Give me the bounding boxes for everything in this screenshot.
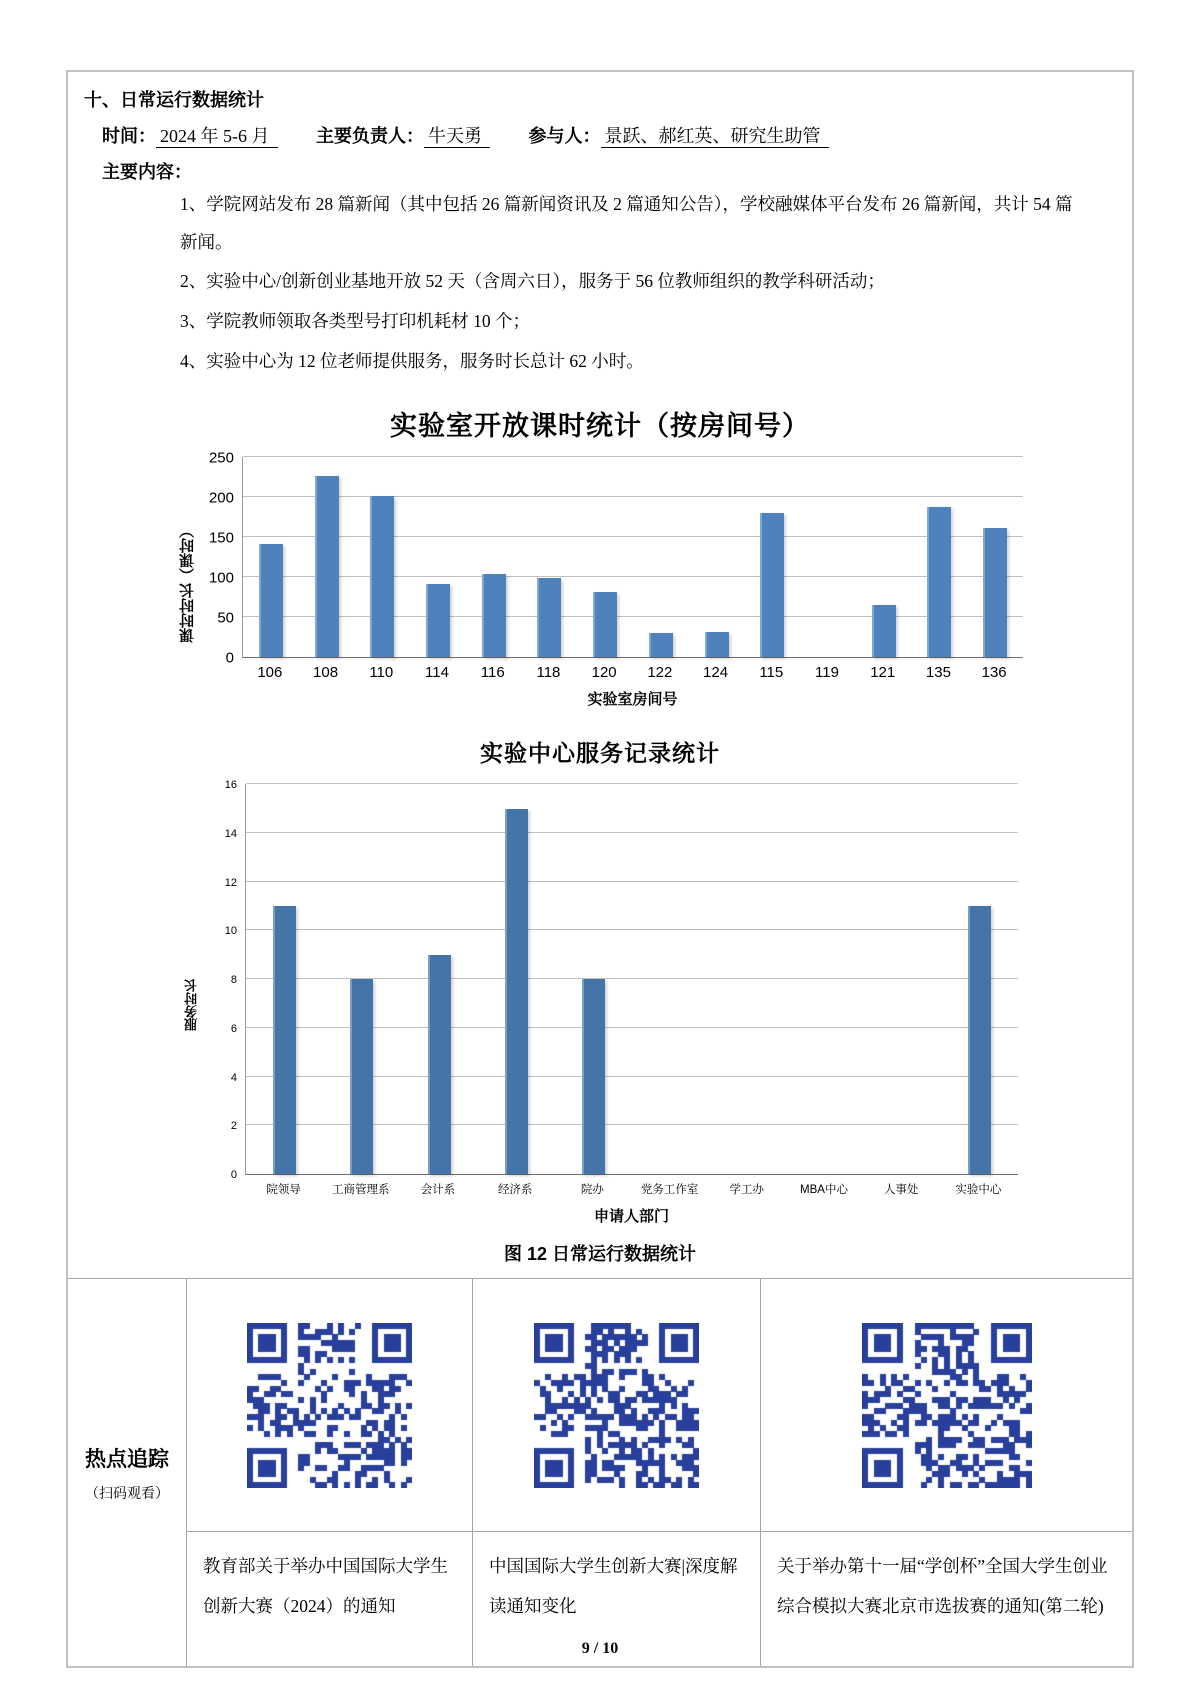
x-tick-label: 120	[591, 664, 617, 682]
qr-caption-3: 关于举办第十一届“学创杯”全国大学生创业综合模拟大赛北京市选拔赛的通知(第二轮)	[760, 1531, 1132, 1666]
gridline	[246, 783, 1018, 784]
gridline	[246, 832, 1018, 833]
x-tick-label: 118	[536, 664, 561, 682]
time-value: 2024 年 5-6 月	[156, 126, 278, 148]
participants-label: 参与人：	[528, 126, 601, 146]
y-tick-label: 4	[230, 1071, 237, 1084]
y-tick-label: 100	[208, 569, 234, 587]
x-tick-label: 119	[815, 664, 839, 682]
meta-row	[102, 122, 1132, 148]
gridline	[246, 929, 1018, 930]
y-tick-label: 200	[208, 489, 234, 507]
x-tick-label: 114	[425, 664, 449, 682]
y-tick-label: 0	[225, 649, 234, 667]
meta-time	[102, 126, 278, 146]
plot-area	[245, 784, 1018, 1175]
x-axis-label: 实验室房间号	[587, 691, 678, 709]
x-tick-label: 学工办	[729, 1184, 765, 1197]
y-tick-label: 10	[224, 925, 237, 938]
chart-service-records	[182, 735, 1018, 1226]
x-tick-label: 会计系	[420, 1184, 456, 1197]
x-axis-ticks	[242, 658, 1022, 680]
bar	[315, 476, 339, 658]
participants-value: 景跃、郝红英、研究生助管	[601, 126, 829, 148]
x-tick-label: MBA中心	[800, 1184, 848, 1197]
y-axis-ticks	[201, 779, 245, 1182]
x-tick-label: 115	[759, 664, 784, 682]
qr-code-2	[534, 1323, 699, 1488]
x-tick-label: 108	[313, 664, 339, 682]
chart-lab-open-hours	[177, 404, 1023, 709]
gridline	[246, 881, 1018, 882]
y-tick-label: 0	[230, 1169, 237, 1182]
bar	[760, 513, 784, 657]
content-label: 主要内容：	[102, 162, 192, 182]
qr-caption-2: 中国国际大学生创新大赛|深度解读通知变化	[472, 1531, 760, 1666]
qr-caption-1: 教育部关于举办中国国际大学生创新大赛（2024）的通知	[186, 1531, 472, 1666]
x-tick-label: 106	[257, 664, 283, 682]
content-item: 1、学院网站发布 28 篇新闻（其中包括 26 篇新闻资讯及 2 篇通知公告），学校融媒体平台发布 26 篇新闻，共计 54 篇新闻。	[180, 194, 1073, 252]
gridline	[243, 496, 1023, 497]
y-tick-label: 150	[208, 529, 234, 547]
chart-title: 实验室开放课时统计（按房间号）	[390, 411, 810, 442]
y-tick-label: 16	[224, 779, 237, 792]
bar	[370, 496, 394, 657]
bar	[505, 809, 528, 1175]
bar	[927, 507, 951, 657]
y-tick-label: 250	[208, 449, 234, 467]
qr-cell-2	[472, 1279, 760, 1531]
y-tick-label: 12	[224, 876, 237, 889]
y-tick-label: 2	[230, 1120, 237, 1133]
qr-cell-3	[760, 1279, 1132, 1531]
y-tick-label: 6	[230, 1022, 237, 1035]
x-tick-label: 人事处	[883, 1184, 919, 1197]
y-tick-label: 8	[230, 974, 237, 987]
chart-title: 实验中心服务记录统计	[480, 741, 720, 767]
bar	[872, 605, 896, 657]
bar	[537, 578, 561, 657]
bar	[273, 906, 296, 1174]
gridline	[243, 616, 1023, 617]
x-tick-label: 121	[870, 664, 896, 682]
bar	[649, 633, 673, 657]
bar	[259, 544, 283, 658]
content-item: 4、实验中心为 12 位老师提供服务，服务时长总计 62 小时。	[180, 350, 644, 371]
bar	[705, 632, 729, 658]
gridline	[243, 576, 1023, 577]
gridline	[243, 536, 1023, 537]
hot-topics-title: 热点追踪	[85, 1447, 169, 1471]
x-tick-label: 116	[480, 664, 505, 682]
x-axis-label: 申请人部门	[593, 1208, 669, 1226]
x-tick-label: 工商管理系	[332, 1184, 390, 1197]
bar	[350, 979, 373, 1174]
hot-topics-label-cell	[68, 1279, 186, 1666]
qr-cell-1	[186, 1279, 472, 1531]
plot-area	[242, 457, 1023, 658]
x-tick-label: 122	[647, 664, 673, 682]
x-tick-label: 经济系	[497, 1184, 533, 1197]
x-tick-label: 院办	[580, 1184, 604, 1197]
qr-code-3	[862, 1323, 1032, 1488]
y-axis-label: 服务时长	[184, 979, 199, 1032]
y-tick-label: 14	[224, 827, 237, 840]
x-tick-label: 110	[369, 664, 394, 682]
time-label: 时间：	[102, 126, 156, 146]
x-tick-label: 实验中心	[955, 1184, 1002, 1197]
meta-lead	[316, 126, 490, 146]
qr-code-1	[247, 1323, 412, 1488]
bar	[968, 906, 991, 1174]
content-item: 3、学院教师领取各类型号打印机耗材 10 个；	[180, 310, 530, 331]
page-number: 9 / 10	[581, 1640, 619, 1657]
report-sheet	[66, 70, 1134, 1668]
figure-caption: 图 12 日常运行数据统计	[503, 1244, 697, 1265]
x-tick-label: 124	[703, 664, 729, 682]
x-tick-label: 党务工作室	[640, 1184, 699, 1197]
y-axis-ticks	[198, 449, 242, 667]
bar	[428, 955, 451, 1174]
x-tick-label: 院领导	[266, 1184, 301, 1197]
x-tick-label: 136	[981, 664, 1007, 682]
x-tick-label: 135	[925, 664, 951, 682]
bar	[983, 528, 1007, 657]
hot-topics-table	[68, 1278, 1132, 1666]
lead-value: 牛天勇	[424, 126, 490, 148]
meta-participants	[529, 126, 829, 146]
bar	[593, 592, 617, 658]
lead-label: 主要负责人：	[316, 126, 424, 146]
gridline	[243, 456, 1023, 457]
hot-topics-subtitle: （扫码观看）	[85, 1486, 169, 1502]
section-title: 十、日常运行数据统计	[84, 90, 264, 110]
bar	[426, 584, 450, 657]
content-item-list	[180, 186, 1088, 380]
content-item: 2、实验中心/创新创业基地开放 52 天（含周六日），服务于 56 位教师组织的教学科研活动；	[180, 271, 885, 292]
bar	[582, 979, 605, 1174]
bar	[482, 574, 506, 657]
x-axis-ticks	[245, 1175, 1017, 1197]
y-tick-label: 50	[217, 609, 234, 627]
y-axis-label: 课时时长（课时）	[179, 523, 196, 644]
